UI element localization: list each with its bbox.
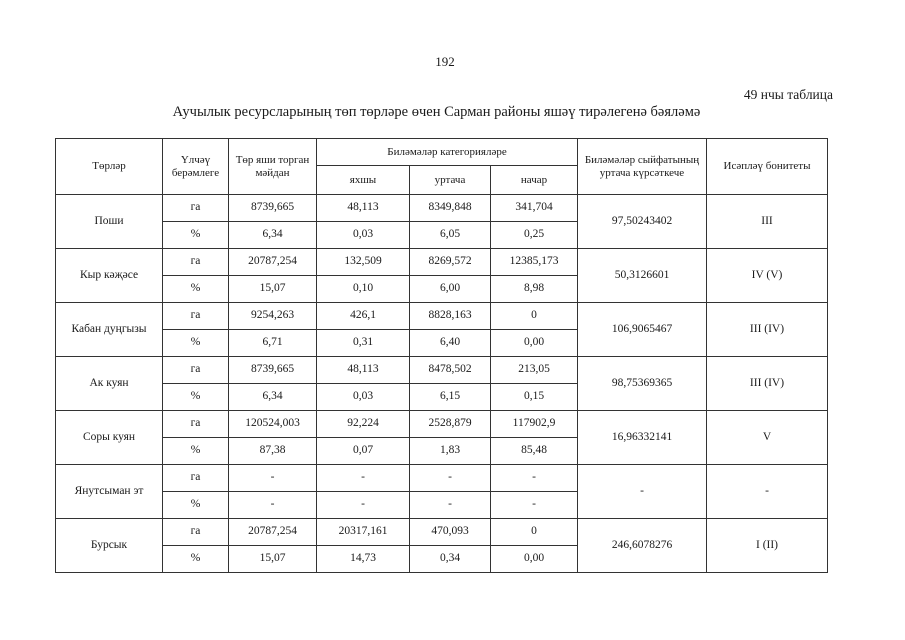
quality-cell: 246,6078276 — [578, 519, 707, 573]
species-name: Кабан дуңгызы — [56, 303, 163, 357]
unit-cell: га — [163, 195, 229, 222]
species-name: Кыр кәҗәсе — [56, 249, 163, 303]
area-cell: 8739,665 — [229, 357, 317, 384]
unit-cell: га — [163, 411, 229, 438]
table-title: Аучылык ресурсларының төп төрләре өчен Сарман районы яшәү тирәлегенә бәяләмә — [172, 104, 701, 120]
poor-cell: 12385,173 — [491, 249, 578, 276]
header-species: Төрләр — [56, 139, 163, 195]
bonitet-cell: IV (V) — [707, 249, 828, 303]
poor-cell: 0 — [491, 303, 578, 330]
table-row — [56, 303, 828, 330]
species-name: Бурсык — [56, 519, 163, 573]
good-cell: 0,31 — [317, 330, 410, 357]
medium-cell: 6,40 — [410, 330, 491, 357]
medium-cell: 8349,848 — [410, 195, 491, 222]
table-row — [56, 195, 828, 222]
poor-cell: 85,48 — [491, 438, 578, 465]
medium-cell: 8828,163 — [410, 303, 491, 330]
medium-cell: 470,093 — [410, 519, 491, 546]
quality-cell: 50,3126601 — [578, 249, 707, 303]
quality-cell: - — [578, 465, 707, 519]
species-name: Поши — [56, 195, 163, 249]
bonitet-cell: I (II) — [707, 519, 828, 573]
good-cell: 0,07 — [317, 438, 410, 465]
good-cell: 48,113 — [317, 357, 410, 384]
medium-cell: 6,15 — [410, 384, 491, 411]
quality-cell: 16,96332141 — [578, 411, 707, 465]
species-name: Соры куян — [56, 411, 163, 465]
table-row — [56, 465, 828, 492]
unit-cell: % — [163, 492, 229, 519]
table-row — [56, 411, 828, 438]
area-cell: 8739,665 — [229, 195, 317, 222]
page-number: 192 — [435, 54, 455, 69]
good-cell: 92,224 — [317, 411, 410, 438]
area-cell: 20787,254 — [229, 249, 317, 276]
poor-cell: 117902,9 — [491, 411, 578, 438]
header-medium: уртача — [410, 166, 491, 195]
good-cell: 48,113 — [317, 195, 410, 222]
bonitet-cell: V — [707, 411, 828, 465]
bonitet-cell: III (IV) — [707, 303, 828, 357]
header-bonitet: Исәпләү бонитеты — [707, 139, 828, 195]
unit-cell: % — [163, 438, 229, 465]
medium-cell: 6,00 — [410, 276, 491, 303]
header-area: Төр яши торган мәйдан — [229, 139, 317, 195]
good-cell: 14,73 — [317, 546, 410, 573]
area-cell: - — [229, 492, 317, 519]
good-cell: 0,10 — [317, 276, 410, 303]
quality-cell: 97,50243402 — [578, 195, 707, 249]
header-unit: Үлчәү берәмлеге — [163, 139, 229, 195]
area-cell: 120524,003 — [229, 411, 317, 438]
good-cell: - — [317, 465, 410, 492]
area-cell: 6,34 — [229, 222, 317, 249]
good-cell: - — [317, 492, 410, 519]
habitat-assessment-table — [55, 138, 828, 573]
poor-cell: - — [491, 465, 578, 492]
poor-cell: 0,00 — [491, 546, 578, 573]
poor-cell: 0,25 — [491, 222, 578, 249]
header-poor: начар — [491, 166, 578, 195]
unit-cell: га — [163, 303, 229, 330]
header-good: яхшы — [317, 166, 410, 195]
good-cell: 132,509 — [317, 249, 410, 276]
unit-cell: % — [163, 222, 229, 249]
medium-cell: 8269,572 — [410, 249, 491, 276]
unit-cell: га — [163, 519, 229, 546]
good-cell: 0,03 — [317, 384, 410, 411]
good-cell: 20317,161 — [317, 519, 410, 546]
unit-cell: % — [163, 330, 229, 357]
area-cell: 87,38 — [229, 438, 317, 465]
poor-cell: 0 — [491, 519, 578, 546]
area-cell: 6,71 — [229, 330, 317, 357]
medium-cell: 8478,502 — [410, 357, 491, 384]
poor-cell: 213,05 — [491, 357, 578, 384]
medium-cell: - — [410, 492, 491, 519]
medium-cell: 6,05 — [410, 222, 491, 249]
quality-cell: 98,75369365 — [578, 357, 707, 411]
quality-cell: 106,9065467 — [578, 303, 707, 357]
good-cell: 426,1 — [317, 303, 410, 330]
bonitet-cell: - — [707, 465, 828, 519]
poor-cell: 8,98 — [491, 276, 578, 303]
bonitet-cell: III — [707, 195, 828, 249]
area-cell: 9254,263 — [229, 303, 317, 330]
species-name: Ак куян — [56, 357, 163, 411]
medium-cell: - — [410, 465, 491, 492]
header-categories: Биләмәләр категорияләре — [317, 139, 578, 166]
species-name: Янутсыман эт — [56, 465, 163, 519]
unit-cell: га — [163, 357, 229, 384]
good-cell: 0,03 — [317, 222, 410, 249]
unit-cell: % — [163, 546, 229, 573]
unit-cell: га — [163, 249, 229, 276]
unit-cell: га — [163, 465, 229, 492]
table-label: 49 нчы таблица — [743, 87, 833, 102]
table-row — [56, 519, 828, 546]
poor-cell: 0,15 — [491, 384, 578, 411]
table-row — [56, 249, 828, 276]
poor-cell: - — [491, 492, 578, 519]
area-cell: 20787,254 — [229, 519, 317, 546]
area-cell: 6,34 — [229, 384, 317, 411]
medium-cell: 0,34 — [410, 546, 491, 573]
area-cell: 15,07 — [229, 546, 317, 573]
poor-cell: 341,704 — [491, 195, 578, 222]
unit-cell: % — [163, 384, 229, 411]
poor-cell: 0,00 — [491, 330, 578, 357]
unit-cell: % — [163, 276, 229, 303]
area-cell: 15,07 — [229, 276, 317, 303]
medium-cell: 1,83 — [410, 438, 491, 465]
medium-cell: 2528,879 — [410, 411, 491, 438]
area-cell: - — [229, 465, 317, 492]
header-quality: Биләмәләр сыйфатының уртача күрсәткече — [578, 139, 707, 195]
table-row — [56, 357, 828, 384]
bonitet-cell: III (IV) — [707, 357, 828, 411]
